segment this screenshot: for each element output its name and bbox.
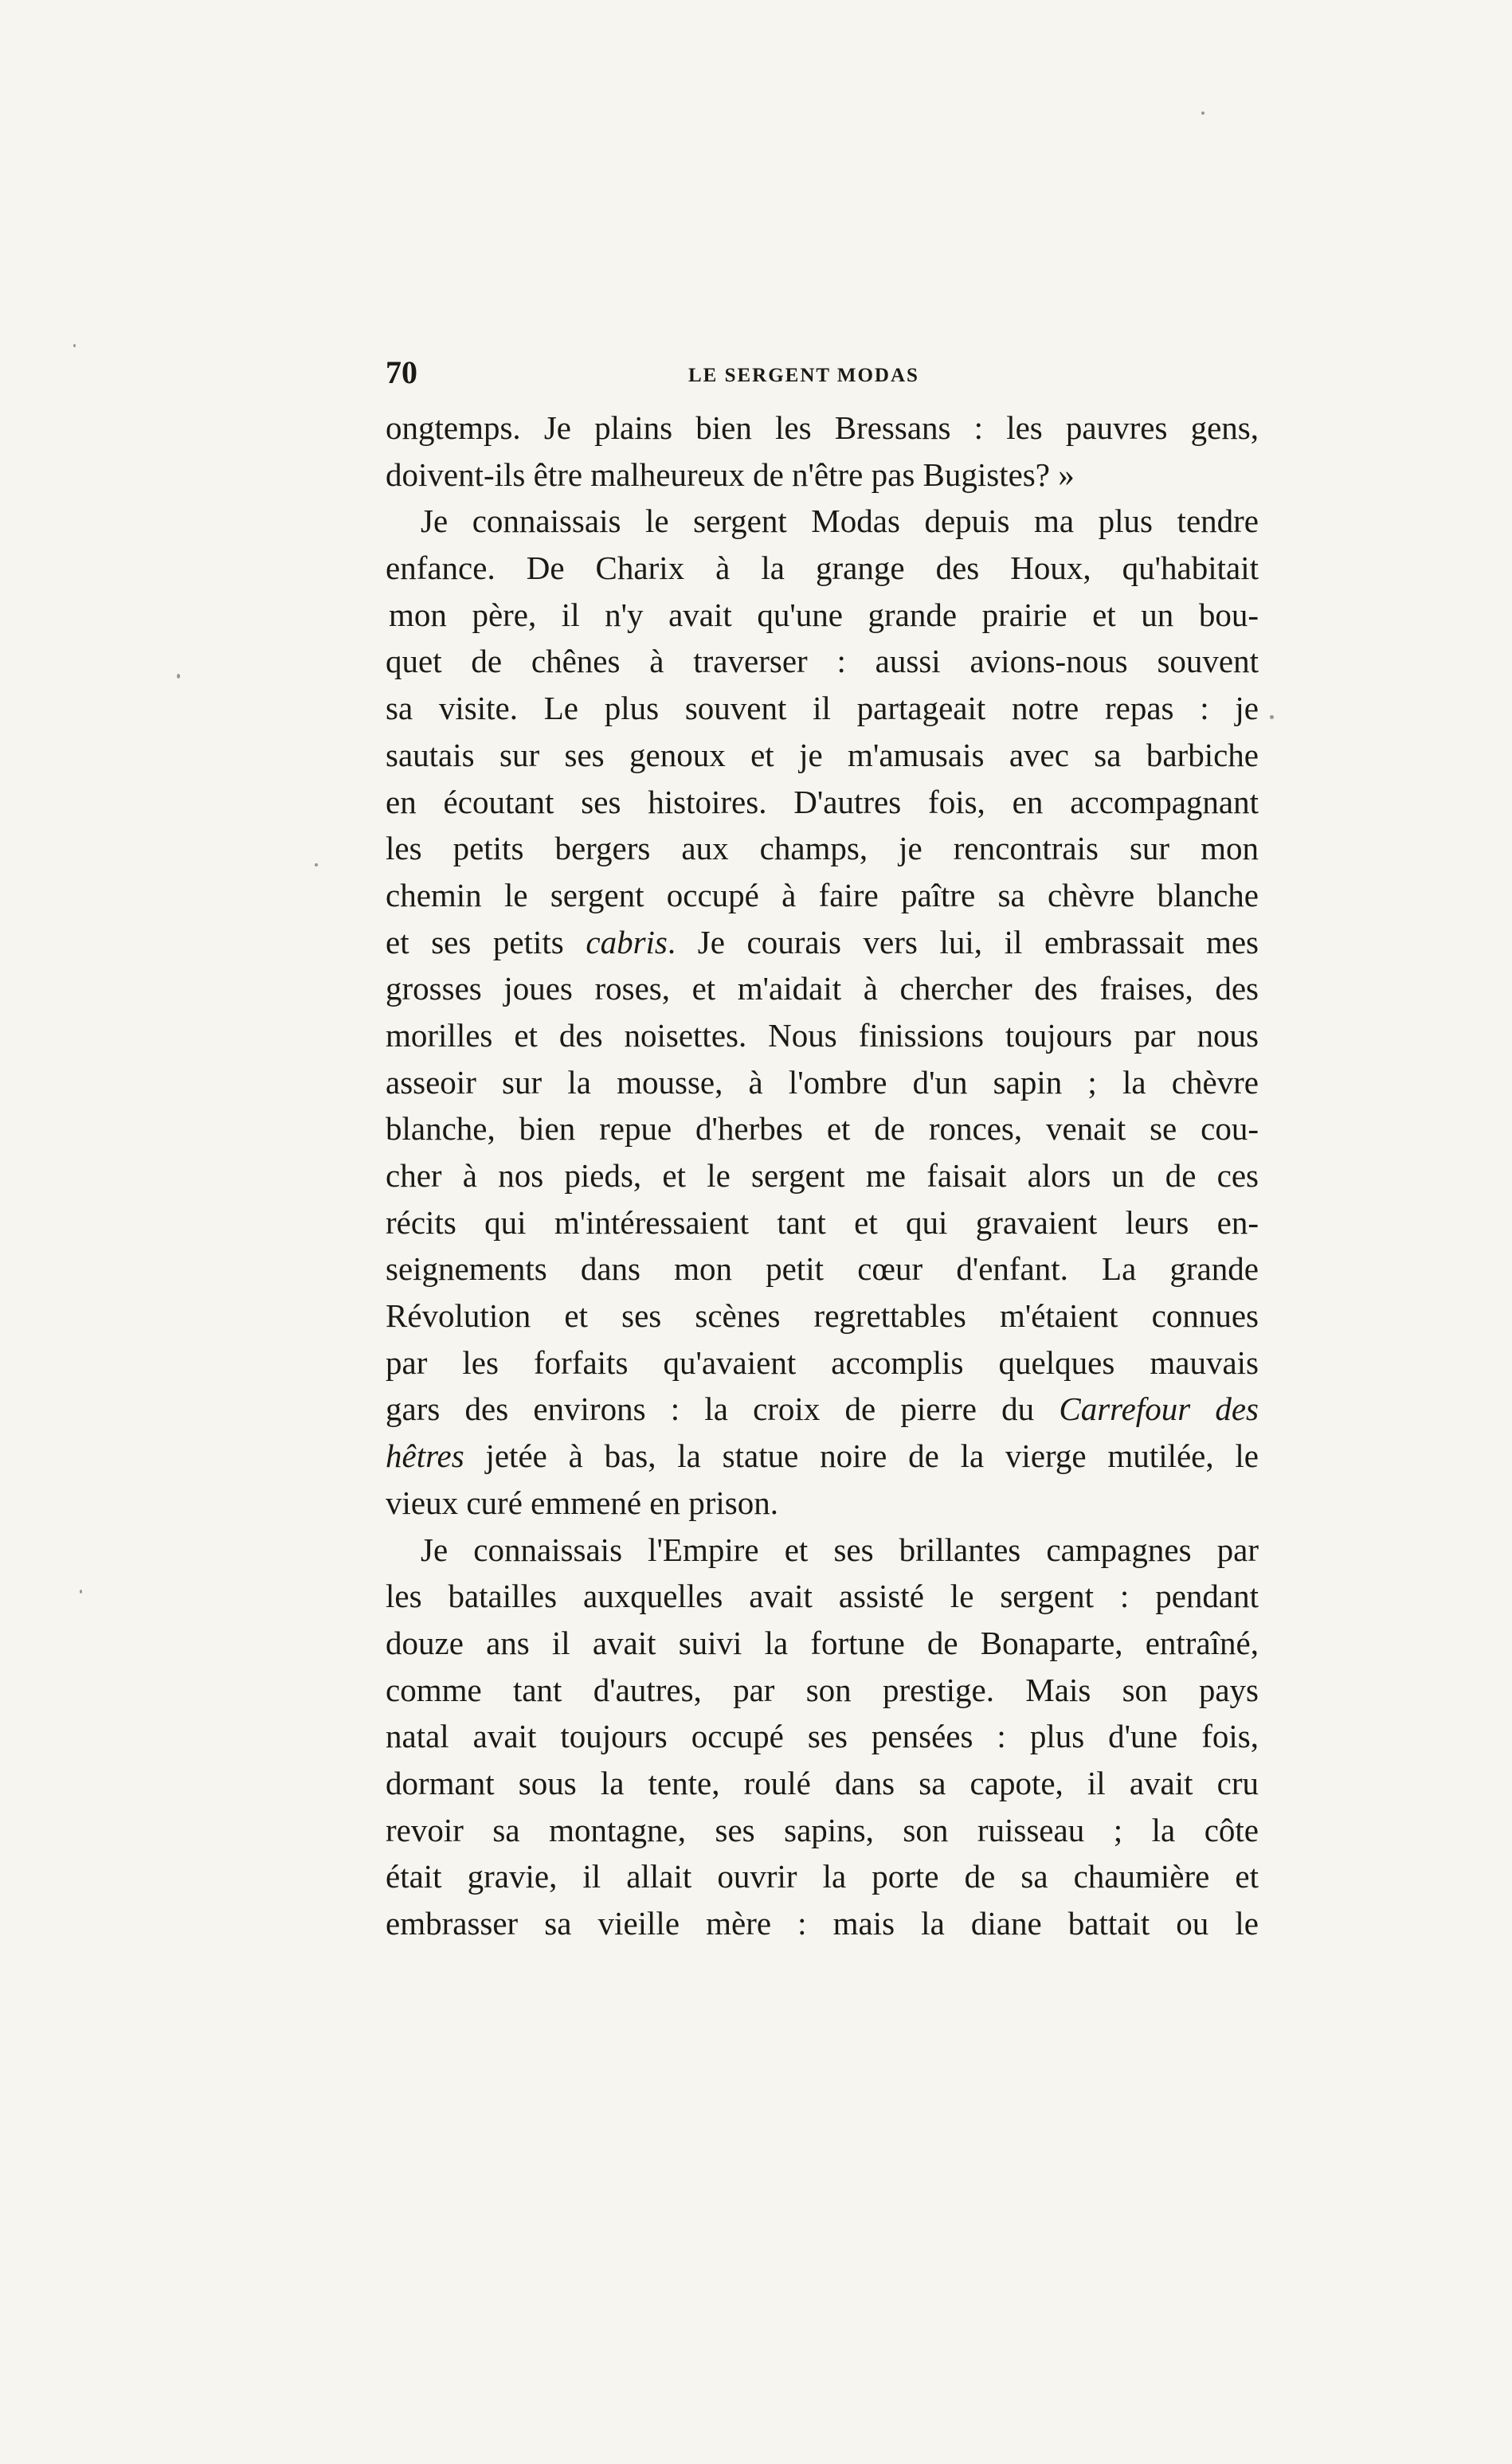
text-line: grosses joues roses, et m'aidait à chercher des fraises, des <box>386 970 1259 1007</box>
italic-place-name: hêtres <box>386 1437 464 1475</box>
text-line: sautais sur ses genoux et je m'amusais avec sa barbiche <box>386 736 1259 773</box>
paper-speck <box>80 1590 82 1594</box>
text-line: sa visite. Le plus souvent il partageait notre repas : je <box>386 690 1259 727</box>
text-line <box>386 1386 1259 1433</box>
text-line: les petits bergers aux champs, je rencontrais sur mon <box>386 830 1259 867</box>
text-line: était gravie, il allait ouvrir la porte de sa chaumière et <box>386 1858 1259 1895</box>
text-line: blanche, bien repue d'herbes et de ronces, venait se cou- <box>386 1110 1259 1148</box>
text-line: enfance. De Charix à la grange des Houx, qu'habitait <box>386 550 1259 587</box>
text-line: vieux curé emmené en prison. <box>386 1484 778 1521</box>
running-title: LE SERGENT MODAS <box>688 365 919 386</box>
text-line <box>386 919 1259 966</box>
text-line <box>386 1433 1259 1480</box>
text-line: en écoutant ses histoires. D'autres fois, en accompagnant <box>386 783 1259 820</box>
paper-speck <box>1270 715 1274 719</box>
text-line: doivent-ils être malheureux de n'être pas Bugistes? » <box>386 456 1075 493</box>
text-line: revoir sa montagne, ses sapins, son ruisseau ; la côte <box>386 1811 1259 1848</box>
text-line: cher à nos pieds, et le sergent me faisait alors un de ces <box>386 1157 1259 1194</box>
body-text <box>386 405 1259 1947</box>
italic-word: cabris <box>586 923 668 960</box>
text-line: chemin le sergent occupé à faire paître sa chèvre blanche <box>386 876 1259 913</box>
text-line: asseoir sur la mousse, à l'ombre d'un sapin ; la chèvre <box>386 1063 1259 1101</box>
page-header <box>386 350 1259 398</box>
paragraph-start-line: Je connaissais l'Empire et ses brillantes campagnes par <box>421 1531 1259 1568</box>
text-segment: et ses petits <box>386 923 586 960</box>
text-line: comme tant d'autres, par son prestige. Mais son pays <box>386 1671 1259 1708</box>
paper-speck <box>177 674 180 679</box>
text-line: mon père, il n'y avait qu'une grande prairie et un bou- <box>389 596 1259 633</box>
text-line: natal avait toujours occupé ses pensées : plus d'une fois, <box>386 1718 1259 1755</box>
text-line: morilles et des noisettes. Nous finissions toujours par nous <box>386 1016 1259 1054</box>
text-line: seignements dans mon petit cœur d'enfant. La grande <box>386 1250 1259 1288</box>
text-line: quet de chênes à traverser : aussi avions-nous souvent <box>386 643 1259 680</box>
text-segment: . Je courais vers lui, il embrassait mes <box>667 923 1259 960</box>
paper-speck <box>1201 111 1205 115</box>
text-line: récits qui m'intéressaient tant et qui gravaient leurs en- <box>386 1203 1259 1241</box>
text-line: les batailles auxquelles avait assisté le sergent : pendant <box>386 1578 1259 1615</box>
text-segment: gars des environs : la croix de pierre du <box>386 1390 1060 1428</box>
page-number: 70 <box>386 354 417 390</box>
paragraph-start-line: Je connaissais le sergent Modas depuis ma plus tendre <box>421 503 1259 540</box>
italic-place-name: Carrefour des <box>1059 1390 1259 1428</box>
text-line: dormant sous la tente, roulé dans sa capote, il avait cru <box>386 1764 1259 1801</box>
paper-speck <box>73 344 76 347</box>
text-line: ongtemps. Je plains bien les Bressans : les pauvres gens, <box>386 409 1259 446</box>
text-line: par les forfaits qu'avaient accomplis quelques mauvais <box>386 1343 1259 1381</box>
paper-speck <box>315 863 318 866</box>
text-line: Révolution et ses scènes regrettables m'étaient connues <box>386 1297 1259 1335</box>
text-line: embrasser sa vieille mère : mais la diane battait ou le <box>386 1905 1259 1942</box>
text-segment: jetée à bas, la statue noire de la vierge mutilée, le <box>464 1437 1259 1475</box>
text-line: douze ans il avait suivi la fortune de Bonaparte, entraîné, <box>386 1624 1259 1661</box>
